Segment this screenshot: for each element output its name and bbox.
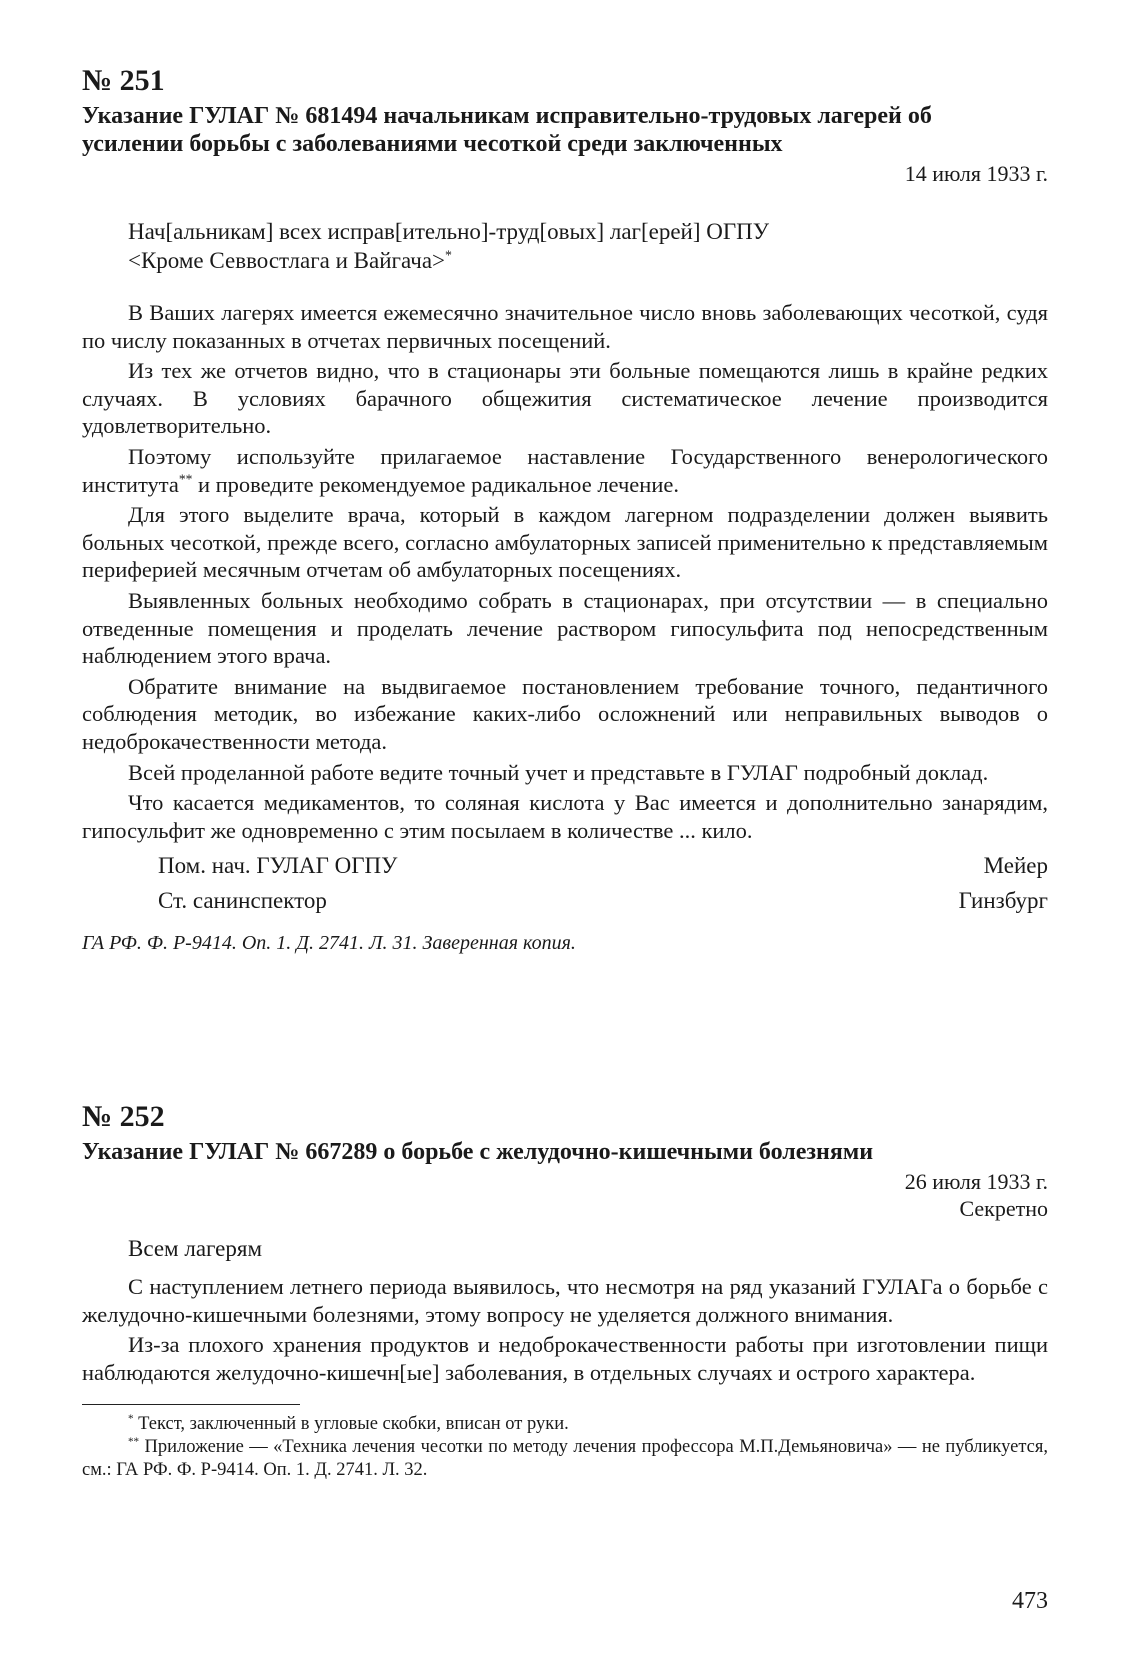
paragraph: Всей проделанной работе ведите точный учет и представьте в ГУЛАГ подробный доклад. (128, 759, 989, 785)
document-title: Указание ГУЛАГ № 681494 начальникам исправительно-трудовых лагерей об усилении борьбы с заболеваниями чесоткой среди заключенных (82, 103, 932, 157)
classification-stamp: Секретно (959, 1196, 1048, 1221)
document-252 (82, 1100, 1048, 1482)
footnote-divider (82, 1404, 300, 1405)
signature-row (82, 883, 1048, 918)
document-title: Указание ГУЛАГ № 667289 о борьбе с желудочно-кишечными болезнями (82, 1139, 874, 1165)
document-number: № 251 (82, 64, 165, 97)
signature-position: Пом. нач. ГУЛАГ ОГПУ (158, 853, 398, 879)
paragraph (82, 443, 1048, 498)
addressee (128, 217, 1048, 275)
paragraph: Обратите внимание на выдвигаемое постановлением требование точного, педантичного соблюдения методик, во избежание каких-либо осложнений или неправильных выводов о недоброкачественности метода. (82, 673, 1048, 754)
addressee: Всем лагерям (128, 1236, 263, 1261)
footnote-text: Приложение — «Техника лечения чесотки по методу лечения профессора М.П.Демьяновича» — не публикуется, см.: ГА РФ. Ф. Р-9414. Оп. 1. Д. 2741. Л. 32. (82, 1437, 1048, 1481)
addressee-note: <Кроме Севвостлага и Вайгача> (128, 248, 446, 273)
addressee-line (128, 246, 1048, 275)
paragraph: Для этого выделите врача, который в каждом лагерном подразделении должен выявить больных чесоткой, прежде всего, согласно амбулаторных записей применительно к представляемым периферией месячным отчетам об амбулаторных посещениях. (82, 502, 1048, 583)
paragraph: Из тех же отчетов видно, что в стационары эти больные помещаются лишь в крайне редких случаях. В условиях барачного общежития систематическое лечение производится удовлетворительно. (82, 358, 1048, 439)
signature-position: Ст. санинспектор (158, 888, 327, 914)
archive-source: ГА РФ. Ф. Р-9414. Оп. 1. Д. 2741. Л. 31. Заверенная копия. (82, 932, 576, 955)
footnote-mark: ** (128, 1436, 140, 1449)
page-number: 473 (1012, 1588, 1048, 1614)
paragraph: В Ваших лагерях имеется ежемесячно значительное число вновь заболевающих чесоткой, судя по числу показанных в отчетах первичных посещений. (82, 300, 1048, 353)
signature-row (82, 848, 1048, 883)
signature-name: Мейер (983, 853, 1048, 879)
footnote-mark: * (128, 1413, 134, 1426)
paragraph-text: Поэтому используйте прилагаемое наставление Государственного венерологического института (82, 443, 1048, 497)
document-number: № 252 (82, 1100, 165, 1133)
paragraph: С наступлением летнего периода выявилось, что несмотря на ряд указаний ГУЛАГа о борьбе с желудочно-кишечными болезнями, этому вопросу не уделяется должного внимания. (82, 1274, 1048, 1327)
paragraph: Выявленных больных необходимо собрать в стационарах, при отсутствии — в специально отведенные помещения и проделать лечение раствором гипосульфита под непосредственным наблюдением этого врача. (82, 587, 1048, 669)
footnote-text: Текст, заключенный в угловые скобки, вписан от руки. (133, 1414, 569, 1435)
paragraph: Из-за плохого хранения продуктов и недоброкачественности работы при изготовлении пищи наблюдаются желудочно-кишечн[ые] заболевания, в отдельных случаях и острого характера. (82, 1332, 1048, 1385)
document-date: 14 июля 1933 г. (904, 161, 1048, 186)
document-251 (82, 64, 1048, 956)
footnote-mark: * (445, 247, 452, 263)
document-date: 26 июля 1933 г. (904, 1169, 1048, 1194)
footnote (82, 1436, 1048, 1482)
signature-name: Гинзбург (958, 888, 1048, 914)
footnote-mark: ** (178, 471, 193, 487)
addressee-line: Нач[альникам] всех исправ[ительно]-труд[овых] лаг[ерей] ОГПУ (128, 219, 770, 244)
paragraph: Что касается медикаментов, то соляная кислота у Вас имеется и дополнительно занарядим, гипосульфит же одновременно с этим посылаем в количестве ... кило. (82, 790, 1048, 843)
paragraph-text: и проведите рекомендуемое радикальное лечение. (192, 471, 679, 497)
footnote (82, 1413, 1048, 1436)
